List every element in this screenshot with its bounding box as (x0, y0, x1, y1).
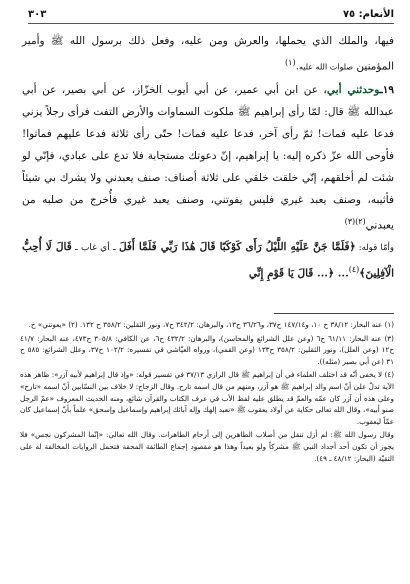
footnote-4: (٤) لا يخفى أنّه قد اختلف العلماء في أن إبراهيم ﷺ قال الرازي ٣٧/١٣ في تفسير قوله: «وإذ قال إبراهيم لأبيه آزر»: ظاهر هذه الآية تدلّ على أنّ اسم والد إبراهيم ﷺ هو آزر، ومنهم من قال اسمه تارح. وقال الزجاج: لا خلاف بين النسّابين أنّ اسمه «تارح» وعلى هذه أن آزر كان عمّه والعمّ قد يطلق عليه لفظ الأب في عرف الكتاب والقرآن شائع، ومنه الحديث المعروف «عمّ الرجل صنو أبيه»، وقال الله تعالى حكاية عن أولاد يعقوب ﷺ «نعبد إلهك وإله آبائك إبراهيم وإسماعيل وإسحق» علماً بأنّ إسماعيل كان عمّاً ليعقوب. (20, 370, 394, 426)
verse-intro: وأمّا قوله: (355, 243, 394, 253)
verse-footnote-ref: (٤) (348, 265, 360, 274)
intro-paragraph: فيها، والملك الذي يحملها، والعرش ومن عليه، وفعل ذلك برسول الله ﷺ وأمير المؤمنين صلوات الله عليه.$^{(١)}$ (22, 35, 394, 73)
hadith-paragraph (22, 79, 394, 237)
verse-gloss: ـ أي غاب ـ (71, 243, 119, 253)
footnote-3: (٣) عنه البحار: ٦١/١١ ح٦ (وعن علل الشرائع والمحاسن)، والبرهان: ٤٣٢/٢ ح٦، عن الكافي: ٣٠٥/٨ ح٤٧٣، عنه البحار: ٤١/٧ ح١٢ (وعن العلل)، ونور الثقلين: ٣٥٨/٢ ح١٣٣ (وعن القمي)، ورواه العيّاشي في تفسيره: ١٠٢/٢ ح٣٧، وعلل الشرائع: ٥٨٥ ح ٣١ (عن أبي بصير (مثله)). (20, 333, 394, 366)
verse-text: ﴿فَلَمَّا جَنَّ عَلَيْهِ اللَّيْلُ رَأَى كَوْكَبًا قَالَ هَٰذَا رَبِّي فَلَمَّا أَفَلَ (118, 241, 356, 253)
intro-footnote-ref: (١) (285, 58, 296, 67)
hadith-body: عن ابن أبي عمير، عن أبي أيوب الخزّاز، عن أبي بصير، عن أبي عبدالله ﷺ قال: لمّا رأى إبراهيم ﷺ ملكوت السماوات والأرض التفت فرأى رجلاً يزني فدعا عليه فمات! ثمّ رأى آخر، فدعا عليه فمات! حتّى رأى ثلاثة فدعا عليهم فماتوا! فأوحى الله عزّ ذكره إليه: يا إبراهيم، إنّ دعوتك مستجابة فلا تدع على عبادي، فإنّي لو شئت لم أخلقهم، إنّي خلقت خلقي على ثلاثة أصناف: صنف يعبدني ولا يشرك بي شيئاً فأثيبه، وصنف يعبد غيري فليس يفوتني، وصنف يعبد غيري فأُخرج من صلبه من يعبدني (22, 83, 394, 231)
footnote-4-continued: وقال رسول الله ﷺ: لم أزل تنقل من أصلاب الطاهرين إلى أرحام الطاهرات. وقال الله تعالى: «إنّما المشركون نجس» فلا يجوز أن تكون أحد أجداد النبي ﷺ مشركاً ولو بعيداً وهذا هو مقصود إجماع الطائفة المحقة فتحمل الروايات المخالفة له على التقيّة (البحار: ٤٨/١٢ ـ ٤٩). (20, 430, 394, 463)
page-number: ٣٠٣ (28, 8, 47, 20)
footnotes (20, 313, 394, 466)
main-text (22, 30, 394, 285)
salawat-text: صلوات الله عليه (298, 62, 354, 72)
verse-paragraph (22, 236, 394, 285)
verse-continuation: ... ﴿... قَالَ يَا قَوْمِ إِنِّي (248, 267, 349, 280)
verse-text-2: قَالَ لَا أُحِبُّ الْآفِلِينَ﴾ (22, 241, 394, 280)
hadith-opening: وحدثني أبي، (323, 83, 380, 96)
footnote-1: (١) عنه البحار: ٣٨/١٢ ح ١٠، و١٤٧/١٤ ح٣٧، و٣٦/٢٦ ح١٣، والبرهان: ٣٤٢/٢ ح٧، ونور الثقلين: ٣٥٨/٢ ح ١٣٢. (٢) «يعوتني» خ. (28, 320, 394, 329)
hadith-number: ١٩ـ (379, 83, 394, 96)
hadith-footnote-ref: (٢)(٣) (344, 216, 366, 226)
intro-text: فيها، والملك الذي يحملها، والعرش ومن عليه، وفعل ذلك برسول الله ﷺ وأمير المؤمنين (22, 35, 394, 73)
surah-reference: الأنعام: ٧٥ (342, 8, 394, 20)
page-header (28, 6, 394, 24)
